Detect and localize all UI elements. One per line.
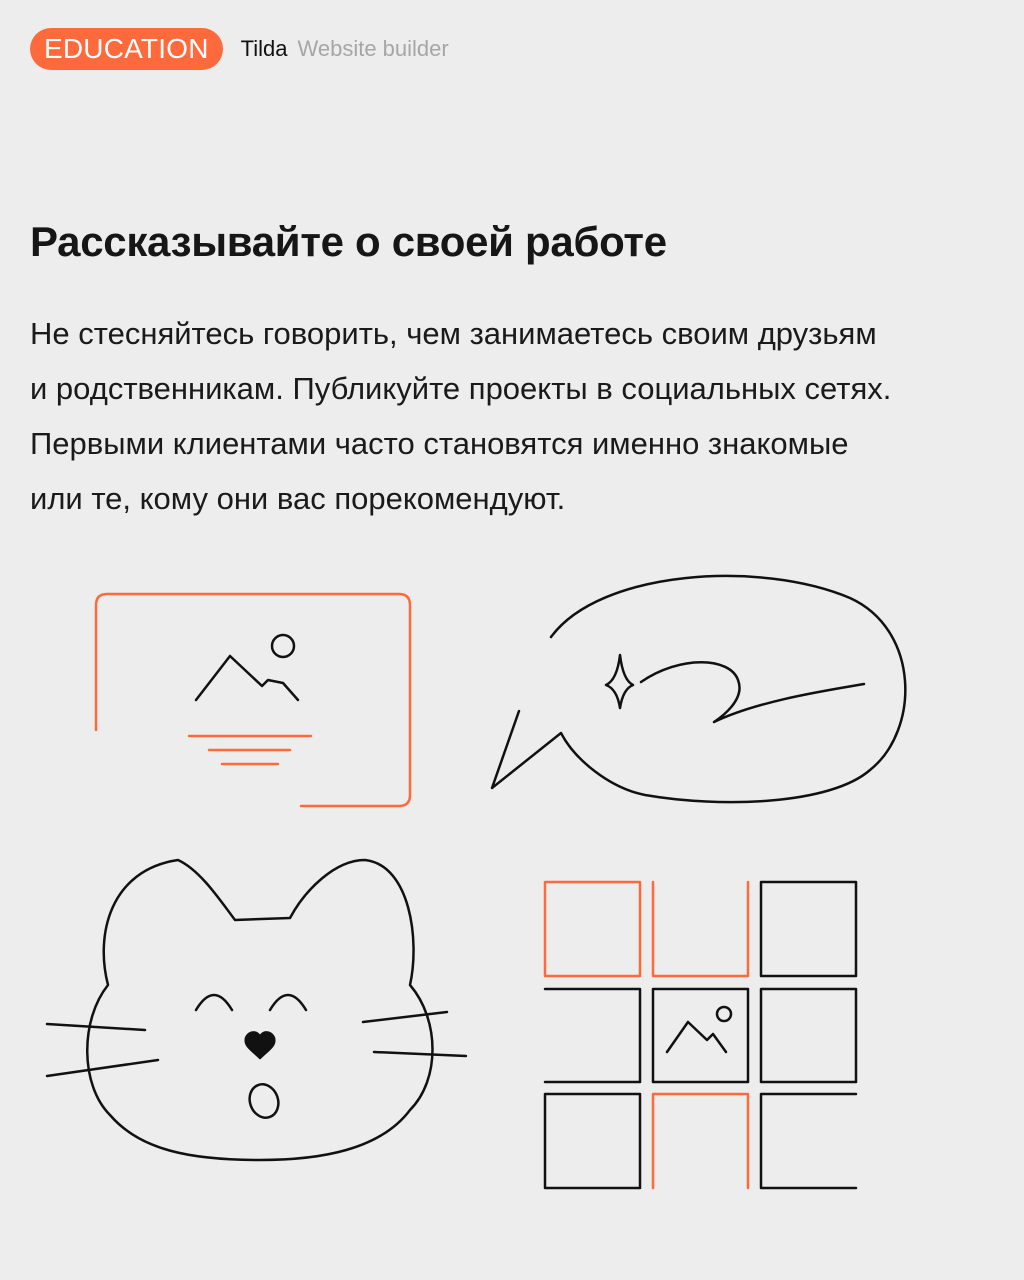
brand-name[interactable]: Tilda — [240, 36, 288, 61]
paragraph-line: Первыми клиентами часто становятся именно знакомые — [30, 426, 849, 461]
speech-bubble-icon — [492, 576, 905, 802]
paragraph-line: Не стесняйтесь говорить, чем занимаетесь своим друзьям — [30, 316, 877, 351]
cat-face-icon — [47, 860, 466, 1160]
paragraph-line: или те, кому они вас порекомендуют. — [30, 481, 566, 516]
education-badge[interactable]: EDUCATION — [30, 28, 223, 70]
paragraph-line: и родственникам. Публикуйте проекты в социальных сетях. — [30, 371, 892, 406]
page-title: Рассказывайте о своей работе — [30, 218, 667, 265]
picture-frame-icon — [96, 594, 410, 806]
image-grid-icon — [545, 882, 856, 1188]
brand-tagline: Website builder — [297, 36, 449, 61]
